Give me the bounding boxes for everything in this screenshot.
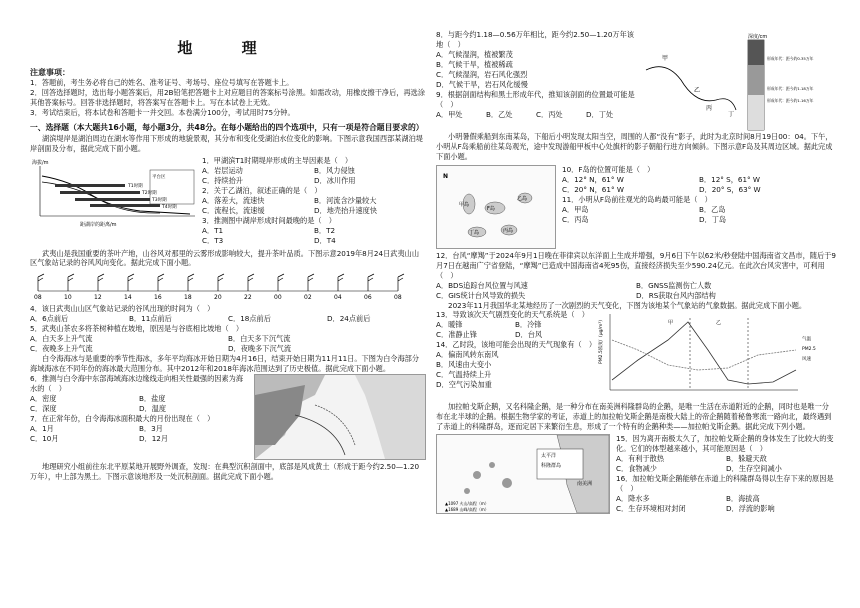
fig89-label-d: 丁 [728,111,735,118]
q2-opt-c[interactable]: C．流程长，流速缓 [202,205,265,215]
q1-opt-a[interactable]: A．岩层运动 [202,166,243,176]
q15-opt-d[interactable]: D．生存空间减小 [726,464,782,474]
q13-opt-b[interactable]: B．冷锋 [515,320,542,330]
notice-block [30,67,426,118]
q14-opt-a[interactable]: A．偏南风转东南风 [436,350,499,360]
hour-label: 08 [34,294,42,302]
q13-opt-a[interactable]: A．暖锋 [436,320,463,330]
q6-opt-b[interactable]: B．盐度 [139,393,166,403]
hour-label: 08 [394,294,402,302]
q13-opt-d[interactable]: D．台风 [515,330,543,340]
q9-stem: 9．根据剖面结构和黑土形成年代，推知该剖面的位置最可能是（ ） [436,89,635,109]
q16-opt-c[interactable]: C．生存环境相对封闭 [616,503,686,513]
q11-opt-a[interactable]: A．甲岛 [562,204,589,214]
q8-opt-d[interactable]: D．气候干旱，岩石风化缓慢 [436,79,528,89]
q13-stem: 13．导致该次天气剧烈变化的天气系统是（ ） [436,310,589,320]
q12-opt-c[interactable]: C．GIS统计台风导致的损失 [436,290,526,300]
map-label-galapagos: 科隆群岛 [541,463,562,470]
q9-opt-a[interactable]: A．甲处 [436,109,463,119]
q6-stem: 6．推测与白令海中东部海域海冰边缘线走向相关性最强的因素为海水的（ ） [30,373,244,393]
q8-opt-b[interactable]: B．气候干旱，植被稀疏 [436,59,513,69]
wind-barb-figure [30,271,426,301]
question-intro: 白令海海冰与是重要的季节性海冰，多年平均海冰开始日期为4月16日，结束开始日期为11月11日。下图为白令海部分海域海冰在不同年份的海冰最大范围分布。其中2012年和2018年海冰范围达到了历史极值。据此完成下面小题。 [30,354,420,374]
q5-opt-d[interactable]: D．夜晚多下沉气流 [228,344,292,354]
q1-opt-c[interactable]: C．持续抬升 [202,175,243,185]
hour-label: 22 [244,294,252,302]
q4-opt-a[interactable]: A．6点前后 [30,314,69,324]
q3-opt-c[interactable]: C．T3 [202,235,224,245]
bering-sea-ice-map [254,374,426,460]
q8-opt-c[interactable]: C．气候湿润，岩石风化强烈 [436,69,528,79]
wind-barb-icon [308,274,314,291]
q11-opt-d[interactable]: D．丁岛 [699,214,727,224]
map-legend-peak: ▲1689 山峰/高程（m） [445,507,489,513]
q4-opt-d[interactable]: D．24点前后 [327,314,371,324]
q9-opt-d[interactable]: D．丁处 [586,109,614,119]
wind-barb-icon [278,274,284,291]
q10-opt-b[interactable]: B．12° S，61° W [699,174,761,184]
map-label-pacific: 太平洋 [541,453,557,460]
q6-opt-c[interactable]: C．深度 [30,403,57,413]
q6-opt-d[interactable]: D．温度 [139,403,167,413]
q9-opt-c[interactable]: C．丙处 [536,109,563,119]
wind-barb-icon [398,274,404,291]
question-intro: 加拉帕戈斯企鹅，又名科隆企鹅，是一种分布在南美洲科隆群岛的企鹅，是唯一生活在赤道附近的企鹅，同时也是唯一分布在北半球的企鹅。根据生物学家的考证，赤道上的加拉帕戈斯企鹅是南极大陆上的帝企鹅随着秘鲁寒流一路向北，最终遇到了赤道上的科隆群岛，逐而定居下来繁衍生息，形成了一个特有的企鹅种类——加拉帕戈斯企鹅。据此完成下列小题。 [436,402,832,432]
wind-barb-icon [248,274,254,291]
q16-opt-d[interactable]: D．浮流的影响 [726,503,775,513]
q14-opt-b[interactable]: B．风速由大变小 [436,360,492,370]
q5-opt-b[interactable]: B．白天多下沉气流 [228,334,291,344]
q2-opt-a[interactable]: A．落差大，流速快 [202,195,265,205]
fig89-depth-label: 深度/cm [748,34,768,40]
q10-opt-a[interactable]: A．12° N，61° W [562,174,624,184]
q7-opt-d[interactable]: D．12月 [139,433,169,443]
question-intro: 2023年11月我国华北某地经历了一次剧烈的天气变化，下图为该地某个气象站的气象数据。据此完成下面小题。 [448,300,807,310]
fig89-label-c: 丙 [706,105,713,112]
hour-label: 10 [64,294,72,302]
weather-station-chart [598,310,834,402]
q1-stem: 1．甲湖滨T1时期堤岸形成的主导因素是（ ） [202,156,353,166]
q3-opt-a[interactable]: A．T1 [202,225,224,235]
wind-barb-icon [98,274,104,291]
map-label-south-america: 南美洲 [577,481,593,488]
q10-opt-c[interactable]: C．20° N，61° W [562,184,624,194]
left-column [30,0,426,608]
q5-opt-c[interactable]: C．夜晚多上升气流 [30,344,93,354]
q12-opt-d[interactable]: D．RS获取台风内部结构 [636,290,716,300]
chart1314-seg-yi: 乙 [716,320,722,327]
chart1314-seg-jia: 甲 [668,320,674,327]
hour-label: 12 [94,294,102,302]
lake-profile-figure [30,156,198,228]
notice-item: 3．考试结束后，将本试卷和答题卡一并交回。本卷满分100分，考试用时75分钟。 [30,107,295,117]
chart1314-y-label: PM2.5浓度/（μg/m³） [599,317,604,365]
wind-barb-icon [368,274,374,291]
q6-opt-a[interactable]: A．密度 [30,393,57,403]
island-map [436,165,556,249]
hour-label: 02 [304,294,312,302]
q7-stem: 7．在正常年份，白令海海冰面积最大的月份出现在（ ） [30,413,215,423]
galapagos-map [436,434,610,514]
island-label-bing: 丙岛 [503,227,514,234]
q3-stem: 3．推测图中湖岸形成时间最晚的是（ ） [202,215,336,225]
q4-opt-c[interactable]: C．18点前后 [228,314,271,324]
q4-stem: 4．该日武夷山山区气象站记录的谷风出现的时间为（ ） [30,304,215,314]
q15-opt-b[interactable]: B．躲避天敌 [726,454,767,464]
q2-opt-b[interactable]: B．河流含沙量较大 [314,195,377,205]
fig1-label-t3: T3时期 [152,198,167,204]
wind-barb-icon [38,274,44,291]
q9-opt-b[interactable]: B．乙处 [486,109,513,119]
q5-stem: 5．武夷山茶农多将茶树种植在坡地，原因是与谷底相比坡地（ ） [30,324,244,334]
island-label-yi: 乙岛 [517,195,528,202]
hour-label: 20 [214,294,222,302]
island-label-ding: 丁岛 [469,229,480,236]
hour-label: 14 [124,294,132,302]
section-heading: 一、选择题（本大题共16小题，每小题3分，共48分。在每小题给出的四个选项中，只有一项是符合题目要求的） [30,123,424,133]
question-intro: 湖滨堤岸是湖泊周边在湖水等作用下形成的地貌景观，其分布和变化受湖泊水位变化的影响。下图示意我国西部某湖泊堤岸剖面及分布，据此完成下面小题。 [30,134,423,154]
hour-label: 04 [334,294,342,302]
wind-barb-icon [218,274,224,291]
notice-heading: 注意事项： [30,67,70,77]
fig89-label-b: 乙 [694,87,701,94]
q12-opt-b[interactable]: B．GNSS监测伤亡人数 [636,280,712,290]
q11-opt-c[interactable]: C．丙岛 [562,214,589,224]
map-legend-volcano: ▲1097 火山/高程（m） [445,501,489,507]
island-label-f: F岛 [487,205,495,212]
q16-opt-b[interactable]: B．海拔高 [726,493,760,503]
question-intro: 武夷山是我国重要的茶叶产地，山谷风对那里的云雾形成影响较大，提升茶叶品质。下图示意2019年8月24日武夷山山区气象站记录的谷风风向变化。据此完成下面小题。 [30,248,420,268]
fig89-label-a: 甲 [662,55,669,62]
wind-barb-icon [188,274,194,291]
fig89-layer-label: 形成年代：距今约0.35万年 [767,56,814,61]
q16-opt-a[interactable]: A．降水多 [616,493,650,503]
wind-barb-icon [68,274,74,291]
notice-item: 1．答题前，考生务必将自己的姓名、准考证号、考场号、座位号填写在答题卡上。 [30,77,294,87]
chart1314-legend-pm: PM2.5 [802,347,816,353]
q7-opt-a[interactable]: A．1月 [30,423,54,433]
fig1-label-t1: T1时期 [128,184,143,190]
q11-stem: 11．小明从F岛前往观光的岛屿最可能是（ ） [562,194,712,204]
q16-stem: 16．加拉帕戈斯企鹅能够在赤道上的科隆群岛得以生存下来的原因是（ ） [616,474,834,493]
q7-opt-c[interactable]: C．10月 [30,433,59,443]
q5-opt-a[interactable]: A．白天多上升气流 [30,334,93,344]
fig89-layer-label: 形成年代：距今约1.18万年 [767,86,814,91]
q12-opt-a[interactable]: A．BDS追踪台风位置与风速 [436,280,528,290]
q1-opt-d[interactable]: D．冰川作用 [314,175,356,185]
q10-opt-d[interactable]: D．20° S，63° W [699,184,761,194]
wind-barb-icon [128,274,134,291]
q14-opt-d[interactable]: D．空气污染加重 [436,380,492,389]
q7-opt-b[interactable]: B．3月 [139,423,163,433]
north-arrow-icon: N [443,172,449,180]
q3-opt-d[interactable]: D．T4 [314,235,336,245]
fig1-y-label: 海拔/m [32,160,49,167]
hour-label: 18 [184,294,192,302]
hour-label: 16 [154,294,162,302]
wind-barb-icon [338,274,344,291]
hour-label: 00 [274,294,282,302]
island-label-jia: 甲岛 [459,201,470,208]
chart1314-legend-wind: 风速 [802,357,811,363]
q15-opt-c[interactable]: C．食物减少 [616,464,657,474]
q8-opt-a[interactable]: A．气候湿润，植被繁茂 [436,49,513,59]
fig1-label-platform: 平台区 [152,175,166,181]
q15-stem: 15．因为离开南极太久了，加拉帕戈斯企鹅的身体发生了比较大的变化。它们的体型越来越小，其可能原因是（ ） [616,434,834,454]
right-column [436,0,836,608]
q12-stem: 12．台风“摩羯”于2024年9月1日晚在菲律宾以东洋面上生成并增强，9月6日下午以62米/秒登陆中国海南省文昌市，随后于9月7日在越南广宁省登陆，“摩羯”已造成中国海南省4死95伤，直接经济损失至少590.24亿元。在此次台风灾害中，可利用（ ） [436,250,836,280]
fig1-label-t2: T2时期 [142,191,157,197]
question-intro: 小明暑假乘船到东南某岛，下船后小明发现太阳当空，周围的人都“没有”影子，此时为北京时间8月19日00：04。下午，小明从F岛乘船前往某岛观光，途中发现游船甲板中心处旗杆的影子朝船行进方向倾斜。下图示意F岛及其周边区域。据此完成下面小题。 [436,132,833,161]
q2-opt-d[interactable]: D．地壳抬升速度快 [314,205,378,215]
hour-label: 06 [364,294,372,302]
q14-opt-c[interactable]: C．气温持续上升 [436,370,492,380]
q15-opt-a[interactable]: A．有利于散热 [616,454,665,464]
question-intro: 地理研究小组前往东北平原某地开展野外调查，发现：在典型沉积剖面中，底部是风成黄土（形成于距今约2.50—1.20万年），中上部为黑土。下图示意该地形及一处沉积剖面。据此完成下面小题。 [30,461,420,481]
q8-stem: 8．与距今约1.18—0.56万年相比，距今约2.50—1.20万年该地（ ） [436,30,634,49]
fig89-layer-label: 形成年代：距今约1.16万年 [767,98,814,103]
q2-stem: 2．关于乙湖泊，叙述正确的是（ ） [202,185,322,195]
fig1-x-label: 距湖岸的距离/m [80,222,117,229]
q10-stem: 10．F岛的位置可能是（ ） [562,164,655,174]
q11-opt-b[interactable]: B．乙岛 [699,204,726,214]
chart1314-legend-temp: 气温 [802,337,811,343]
page-title: 地 理 [177,39,279,57]
terrain-profile-figure [636,30,832,132]
q4-opt-b[interactable]: B．11点前后 [129,314,172,324]
q3-opt-b[interactable]: B．T2 [314,225,336,235]
q13-opt-c[interactable]: C．准静止锋 [436,330,477,340]
q14-stem: 14．乙时段，该地可能会出现的天气现象有（ ） [436,340,597,350]
notice-item: 2．回答选择题时，选出每小题答案后，用2B铅笔把答题卡上对应题目的答案标号涂黑。如需改动，用橡皮擦干净后，再选涂其他答案标号。回答非选择题时，将答案写在答题卡上。写在本试卷上无效。 [30,87,426,107]
q1-opt-b[interactable]: B．风力侵蚀 [314,166,355,176]
fig1-label-t4: T4时期 [162,205,177,211]
wind-barb-icon [158,274,164,291]
